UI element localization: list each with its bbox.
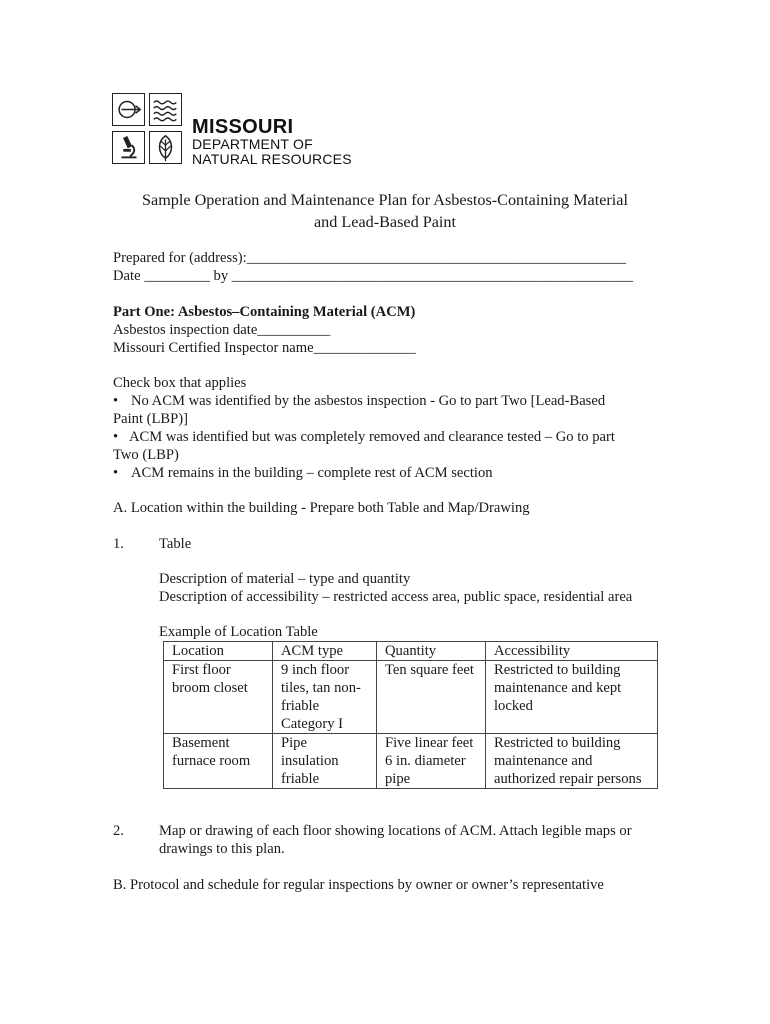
prepared-for-field[interactable]: Prepared for (address):____________________________________________________ bbox=[113, 250, 627, 266]
cell-location: Basement furnace room bbox=[164, 734, 273, 789]
compass-arrow-icon bbox=[112, 93, 145, 126]
microscope-icon bbox=[112, 131, 145, 164]
logo-line-3: NATURAL RESOURCES bbox=[192, 151, 352, 167]
cell-accessibility: Restricted to building maintenance and kept locked bbox=[486, 661, 658, 734]
cell-quantity: Five linear feet 6 in. diameter pipe bbox=[377, 734, 486, 789]
table-caption: Example of Location Table bbox=[159, 624, 318, 640]
item-2-number: 2. bbox=[113, 823, 124, 839]
inspector-name-field[interactable]: Missouri Certified Inspector name______________ bbox=[113, 340, 416, 356]
header-accessibility: Accessibility bbox=[486, 642, 658, 661]
option-text: ACM remains in the building – complete rest of ACM section bbox=[131, 465, 493, 481]
description-accessibility: Description of accessibility – restricted access area, public space, residential area bbox=[159, 589, 633, 605]
header-quantity: Quantity bbox=[377, 642, 486, 661]
header-location: Location bbox=[164, 642, 273, 661]
checkbox-option-acm-removed[interactable] bbox=[113, 428, 615, 446]
option-continuation: Paint (LBP)] bbox=[113, 411, 188, 427]
title-line-2: and Lead-Based Paint bbox=[313, 213, 457, 231]
leaf-icon bbox=[149, 131, 182, 164]
item-2-line-2: drawings to this plan. bbox=[159, 841, 285, 857]
checkbox-intro: Check box that applies bbox=[113, 375, 247, 391]
item-1-number: 1. bbox=[113, 536, 124, 552]
table-header-row bbox=[164, 642, 658, 661]
title-line-1: Sample Operation and Maintenance Plan for Asbestos-Containing Material bbox=[142, 191, 628, 209]
part-one-heading: Part One: Asbestos–Containing Material (ACM) bbox=[113, 304, 416, 320]
cell-location: First floor broom closet bbox=[164, 661, 273, 734]
waves-icon bbox=[149, 93, 182, 126]
cell-acm-type: 9 inch floor tiles, tan non- friable Category I bbox=[273, 661, 377, 734]
checkbox-option-no-acm[interactable] bbox=[113, 392, 605, 410]
cell-acm-type: Pipe insulation friable bbox=[273, 734, 377, 789]
cell-accessibility: Restricted to building maintenance and authorized repair persons bbox=[486, 734, 658, 789]
bullet-icon: • bbox=[113, 393, 119, 409]
date-by-field[interactable]: Date _________ by _______________________________________________________ bbox=[113, 268, 634, 284]
item-2-line-1: Map or drawing of each floor showing locations of ACM. Attach legible maps or bbox=[159, 823, 632, 839]
location-table bbox=[163, 641, 658, 789]
logo-line-2: DEPARTMENT OF bbox=[192, 136, 313, 152]
cell-quantity: Ten square feet bbox=[377, 661, 486, 734]
table-row bbox=[164, 734, 658, 789]
missouri-dnr-logo bbox=[112, 93, 362, 169]
item-1-label: Table bbox=[159, 536, 192, 552]
inspection-date-field[interactable]: Asbestos inspection date__________ bbox=[113, 322, 331, 338]
table-row bbox=[164, 661, 658, 734]
logo-wordmark bbox=[192, 117, 352, 167]
option-text: ACM was identified but was completely removed and clearance tested – Go to part bbox=[129, 429, 615, 445]
section-a-heading: A. Location within the building - Prepare both Table and Map/Drawing bbox=[113, 500, 530, 516]
option-continuation: Two (LBP) bbox=[113, 447, 179, 463]
option-text: No ACM was identified by the asbestos inspection - Go to part Two [Lead-Based bbox=[131, 393, 606, 409]
checkbox-option-acm-remains[interactable] bbox=[113, 464, 493, 482]
bullet-icon: • bbox=[113, 465, 119, 481]
document-title bbox=[100, 189, 670, 233]
logo-line-1: MISSOURI bbox=[192, 116, 294, 138]
description-material: Description of material – type and quantity bbox=[159, 571, 411, 587]
section-b-heading: B. Protocol and schedule for regular inspections by owner or owner’s representative bbox=[113, 877, 604, 893]
bullet-icon: • bbox=[113, 429, 119, 445]
header-acm-type: ACM type bbox=[273, 642, 377, 661]
